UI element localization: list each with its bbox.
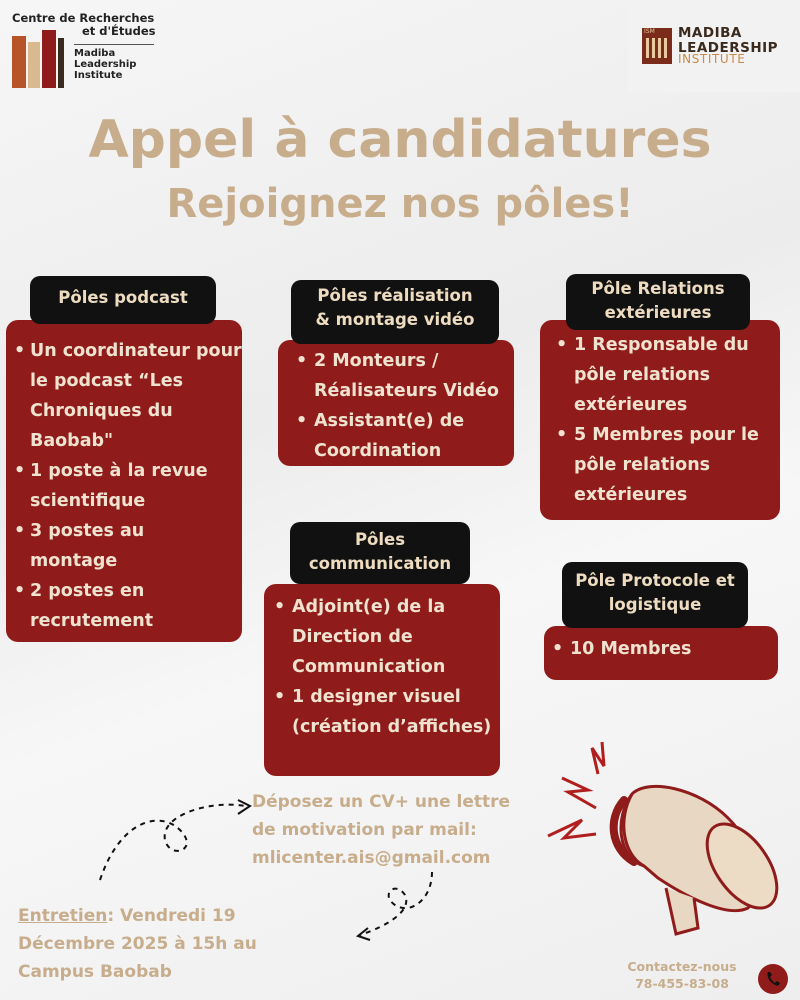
logo-right-line3: INSTITUTE <box>678 52 746 66</box>
bullet-icon: • <box>274 597 286 617</box>
application-line2: de motivation par mail: <box>252 820 477 840</box>
pole-relations-tag-line2: extérieures <box>604 303 712 322</box>
arrowhead-2-icon <box>358 928 370 940</box>
megaphone-icon <box>548 738 788 948</box>
contact-info <box>612 958 752 992</box>
phone-icon[interactable] <box>758 964 788 994</box>
bullet-icon: • <box>14 341 26 361</box>
interview-info <box>18 902 288 986</box>
pole-podcast-tag: Pôles podcast <box>30 276 216 324</box>
interview-time: Décembre 2025 à 15h au <box>18 934 257 954</box>
arrowhead-1-icon <box>238 800 250 814</box>
pole-communication-item-2: 1 designer visuel (création d’affiches) <box>292 687 492 737</box>
contact-label: Contactez-nous <box>627 959 737 974</box>
logo-left-line2: et d'Études <box>82 24 156 38</box>
pole-communication-item-1: Adjoint(e) de la Direction de Communication <box>292 597 446 677</box>
pole-protocole-item-1: 10 Membres <box>570 639 692 659</box>
pole-relations-item-2: 5 Membres pour le pôle relations extérieures <box>574 425 759 505</box>
application-info <box>252 788 552 872</box>
pole-communication-tag-line1: Pôles <box>354 530 406 549</box>
sound-wave-icon <box>592 742 604 774</box>
bullet-icon: • <box>296 411 308 431</box>
bullet-icon: • <box>14 581 26 601</box>
dashed-arrow-1 <box>100 805 245 880</box>
pole-video-tag-line2: & montage vidéo <box>315 310 475 329</box>
logo-left-name3: Institute <box>74 70 123 81</box>
bullet-icon: • <box>274 687 286 707</box>
pole-relations-tag-line1: Pôle Relations <box>591 279 725 298</box>
interview-label: Entretien <box>18 906 108 926</box>
pole-video-tag-line1: Pôles réalisation <box>317 286 473 305</box>
badge-label: ISM <box>644 28 655 35</box>
bullet-icon: • <box>296 351 308 371</box>
pole-video-item-2: Assistant(e) de Coordination <box>314 411 465 461</box>
page-subtitle: Rejoignez nos pôles! <box>166 181 634 227</box>
pole-relations-item-1: 1 Responsable du pôle relations extérieures <box>574 335 749 415</box>
sound-wave-icon <box>548 820 596 838</box>
dashed-arrow-2 <box>360 872 432 935</box>
logo-left-name1: Madiba <box>74 48 116 59</box>
interview-location: Campus Baobab <box>18 962 172 982</box>
pole-podcast-item-2: 1 poste à la revue scientifique <box>30 461 208 511</box>
logo-left-line1: Centre de Recherches <box>12 11 155 25</box>
logo-right-line2: LEADERSHIP <box>678 40 779 56</box>
pole-protocole-tag-line1: Pôle Protocole et <box>575 571 735 590</box>
pole-podcast-item-1: Un coordinateur pour le podcast “Les Chroniques du Baobab" <box>30 341 242 451</box>
logo-left-name2: Leadership <box>74 59 137 70</box>
bullet-icon: • <box>552 639 564 659</box>
contact-phone[interactable]: 78-455-83-08 <box>635 976 729 991</box>
application-line1: Déposez un CV+ une lettre <box>252 792 511 812</box>
page-title: Appel à candidatures <box>88 110 712 170</box>
pole-podcast-item-3: 3 postes au montage <box>30 521 145 571</box>
pole-communication-tag-line2: communication <box>308 554 452 573</box>
logo-right-line1: MADIBA <box>678 25 742 41</box>
pole-podcast-item-4: 2 postes en recrutement <box>30 581 154 631</box>
bullet-icon: • <box>556 335 568 355</box>
pole-video-item-1: 2 Monteurs / Réalisateurs Vidéo <box>314 351 499 401</box>
application-email[interactable]: mlicenter.ais@gmail.com <box>252 848 491 868</box>
bullet-icon: • <box>14 521 26 541</box>
sound-wave-icon <box>562 778 596 808</box>
bullet-icon: • <box>14 461 26 481</box>
bullet-icon: • <box>556 425 568 445</box>
pole-protocole-tag-line2: logistique <box>608 595 702 614</box>
interview-date: : Vendredi 19 <box>107 906 236 926</box>
